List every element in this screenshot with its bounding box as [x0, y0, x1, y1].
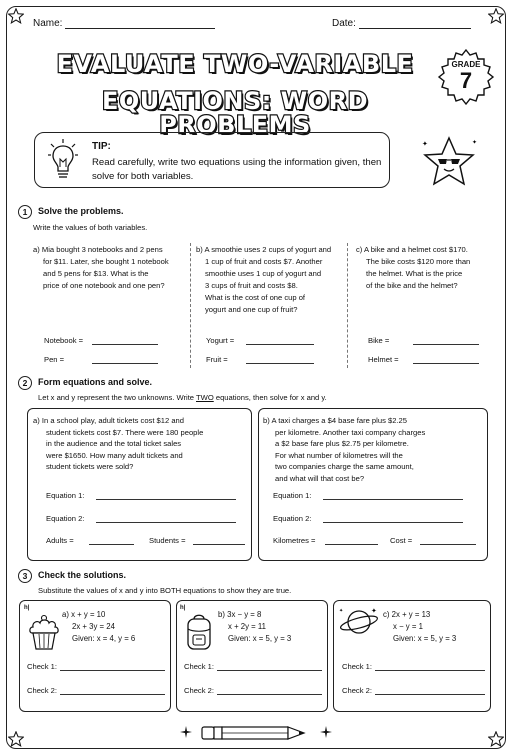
problem-letter: a) [33, 416, 40, 425]
system-3a [62, 609, 135, 645]
svg-text:✦: ✦ [472, 139, 478, 146]
answer-pen[interactable] [44, 355, 64, 364]
section-3-number: 3 [18, 569, 32, 583]
star-sunglasses-icon [418, 134, 480, 192]
problem-text: A bike and a helmet cost $170. [364, 245, 468, 254]
problem-2b [263, 415, 485, 484]
sparkle-icon [320, 726, 332, 738]
given-values: Given: x = 5, y = 3 [393, 634, 457, 644]
date-field[interactable] [332, 18, 471, 29]
equation-text: x + y = 10 [71, 610, 106, 619]
pencil-icon [198, 722, 314, 744]
lightbulb-icon [48, 138, 78, 182]
answer-label: Notebook = [44, 336, 84, 345]
problem-2a [33, 415, 248, 473]
cupcake-icon [27, 614, 61, 652]
problem-text: 1 cup of fruit and costs $7. Another [205, 256, 323, 266]
problem-letter: c) [356, 245, 363, 254]
answer-label: Yogurt = [206, 336, 235, 345]
svg-text:✦: ✦ [339, 608, 344, 614]
check-1-field[interactable] [184, 662, 214, 671]
section-2-instruction: Let x and y represent the two unknowns. Write TWO equations, then solve for x and y. [38, 393, 327, 402]
grade-badge [437, 48, 495, 106]
svg-text:✦: ✦ [371, 607, 377, 615]
check-label: Check 2: [27, 686, 57, 695]
check-2-field[interactable] [184, 686, 214, 695]
problem-text: smoothie uses 1 cup of yogurt and [205, 268, 322, 278]
given-values: Given: x = 4, y = 6 [72, 634, 136, 644]
problem-letter: b) [196, 245, 203, 254]
title-line-2: EQUATIONS: WORD PROBLEMS [101, 87, 369, 139]
answer-label: Helmet = [368, 355, 399, 364]
equation-2-field[interactable] [46, 514, 84, 523]
problem-text: of the bike and the helmet? [366, 280, 458, 290]
name-label: Name: [33, 18, 63, 29]
problem-text: A smoothie uses 2 cups of yogurt and [204, 245, 332, 254]
answer-line [217, 670, 322, 671]
equation-text: x − y = 1 [393, 622, 423, 632]
problem-text: the helmet. What is the price [366, 268, 463, 278]
answer-line [96, 522, 236, 523]
problem-letter: c) [383, 610, 390, 619]
answer-line [413, 363, 479, 364]
system-3b [218, 609, 291, 645]
section-2-number: 2 [18, 376, 32, 390]
corner-tag: h| [24, 605, 30, 611]
problem-text: were $1650. How many adult tickets and [46, 450, 183, 460]
answer-label: Bike = [368, 336, 390, 345]
answer-line [96, 499, 236, 500]
problem-text: price of one notebook and one pen? [43, 280, 165, 290]
problem-text: two companies charge the same amount, [275, 462, 414, 472]
problem-letter: b) [263, 416, 270, 425]
tip-text: Read carefully, write two equations using the information given, then solve for both variables. [92, 157, 382, 183]
check-label: Check 1: [184, 662, 214, 671]
problem-text: Mia bought 3 notebooks and 2 pens [41, 245, 163, 254]
check-label: Check 2: [184, 686, 214, 695]
answer-kilometres[interactable] [273, 536, 315, 545]
answer-line [375, 670, 485, 671]
answer-label: Kilometres = [273, 536, 316, 545]
svg-text:✦: ✦ [422, 140, 428, 148]
problem-letter: b) [218, 610, 225, 619]
given-values: Given: x = 5, y = 3 [228, 634, 292, 644]
system-3c [383, 609, 456, 645]
problem-text: In a school play, adult tickets cost $12 and [41, 416, 185, 425]
answer-adults[interactable] [46, 536, 74, 545]
answer-line [413, 344, 479, 345]
answer-helmet[interactable] [368, 355, 399, 364]
backpack-icon [183, 612, 215, 652]
answer-label: Pen = [44, 355, 65, 364]
equation-text: 2x + 3y = 24 [72, 622, 115, 632]
problem-text: and 5 pens for $13. What is the [43, 268, 149, 278]
problem-letter: a) [62, 610, 69, 619]
answer-line [92, 363, 158, 364]
check-2-field[interactable] [342, 686, 372, 695]
section-3-instruction: Substitute the values of x and y into BOTH equations to show they are true. [38, 586, 292, 595]
problem-1b [196, 244, 346, 316]
answer-line [323, 522, 463, 523]
answer-label: Adults = [46, 536, 74, 545]
star-icon [8, 731, 24, 747]
answer-line [60, 670, 165, 671]
section-1-instruction: Write the values of both variables. [33, 223, 148, 232]
answer-cost[interactable] [390, 536, 412, 545]
title-line-1: EVALUATE TWO-VARIABLE [56, 50, 414, 78]
tip-title: TIP: [92, 141, 111, 152]
check-label: Check 1: [27, 662, 57, 671]
check-1-field[interactable] [342, 662, 372, 671]
date-label: Date: [332, 18, 356, 29]
problem-1c [356, 244, 496, 292]
grade-number: 7 [459, 68, 473, 93]
star-icon [8, 8, 24, 24]
answer-label: Fruit = [206, 355, 228, 364]
problem-text: and what will that cost be? [275, 473, 365, 483]
section-1-title: Solve the problems. [38, 206, 124, 216]
problem-text: a $2 base fare plus $2.75 per kilometre. [275, 439, 409, 449]
answer-label: Cost = [390, 536, 413, 545]
planet-icon [338, 604, 380, 640]
equation-1-field[interactable] [46, 491, 84, 500]
star-icon [488, 8, 504, 24]
answer-line [246, 363, 314, 364]
answer-line [323, 499, 463, 500]
name-field[interactable] [33, 18, 215, 29]
column-divider [347, 243, 348, 368]
problem-text: For what number of kilometres will the [275, 450, 403, 460]
problem-text: yogurt and one cup of fruit? [205, 304, 298, 314]
check-label: Check 2: [342, 686, 372, 695]
equation-text: 2x + y = 13 [391, 610, 431, 619]
equation-label: Equation 2: [46, 514, 85, 523]
check-label: Check 1: [342, 662, 372, 671]
equation-text: x + 2y = 11 [228, 622, 266, 632]
answer-line [375, 694, 485, 695]
problem-text: The bike costs $120 more than [366, 256, 471, 266]
equation-label: Equation 1: [273, 491, 312, 500]
answer-notebook[interactable] [44, 336, 83, 345]
answer-line [246, 344, 314, 345]
problem-text: What is the cost of one cup of [205, 292, 306, 302]
problem-text: in the audience and the total ticket sales [46, 439, 182, 449]
grade-label: GRADE [451, 60, 481, 69]
section-1-number: 1 [18, 205, 32, 219]
corner-tag: h| [180, 605, 186, 611]
answer-fruit[interactable] [206, 355, 228, 364]
answer-yogurt[interactable] [206, 336, 234, 345]
answer-label: Students = [149, 536, 186, 545]
problem-text: A taxi charges a $4 base fare plus $2.25 [271, 416, 407, 425]
section-2-title: Form equations and solve. [38, 377, 153, 387]
answer-students[interactable] [149, 536, 186, 545]
answer-line [89, 544, 134, 545]
answer-bike[interactable] [368, 336, 389, 345]
problem-1a [33, 244, 188, 292]
date-line [359, 19, 471, 29]
equation-text: 3x − y = 8 [227, 610, 262, 619]
problem-text: 3 cups of fruit and costs $8. [205, 280, 298, 290]
equation-label: Equation 1: [46, 491, 85, 500]
problem-text: for $11. Later, she bought 1 notebook [43, 256, 169, 266]
name-line [65, 19, 215, 29]
problem-text: per kilometre. Another taxi company charges [275, 427, 426, 437]
problem-letter: a) [33, 245, 40, 254]
equation-1-field[interactable] [273, 491, 311, 500]
problem-text: student tickets were sold? [46, 462, 134, 472]
equation-2-field[interactable] [273, 514, 311, 523]
column-divider [190, 243, 191, 368]
answer-line [420, 544, 476, 545]
answer-line [217, 694, 322, 695]
answer-line [325, 544, 378, 545]
check-1-field[interactable] [27, 662, 57, 671]
check-2-field[interactable] [27, 686, 57, 695]
answer-line [193, 544, 245, 545]
problem-text: student tickets cost $7. There were 180 people [46, 427, 204, 437]
sparkle-icon [180, 726, 192, 738]
answer-line [92, 344, 158, 345]
answer-line [60, 694, 165, 695]
equation-label: Equation 2: [273, 514, 312, 523]
star-icon [488, 731, 504, 747]
section-3-title: Check the solutions. [38, 570, 127, 580]
